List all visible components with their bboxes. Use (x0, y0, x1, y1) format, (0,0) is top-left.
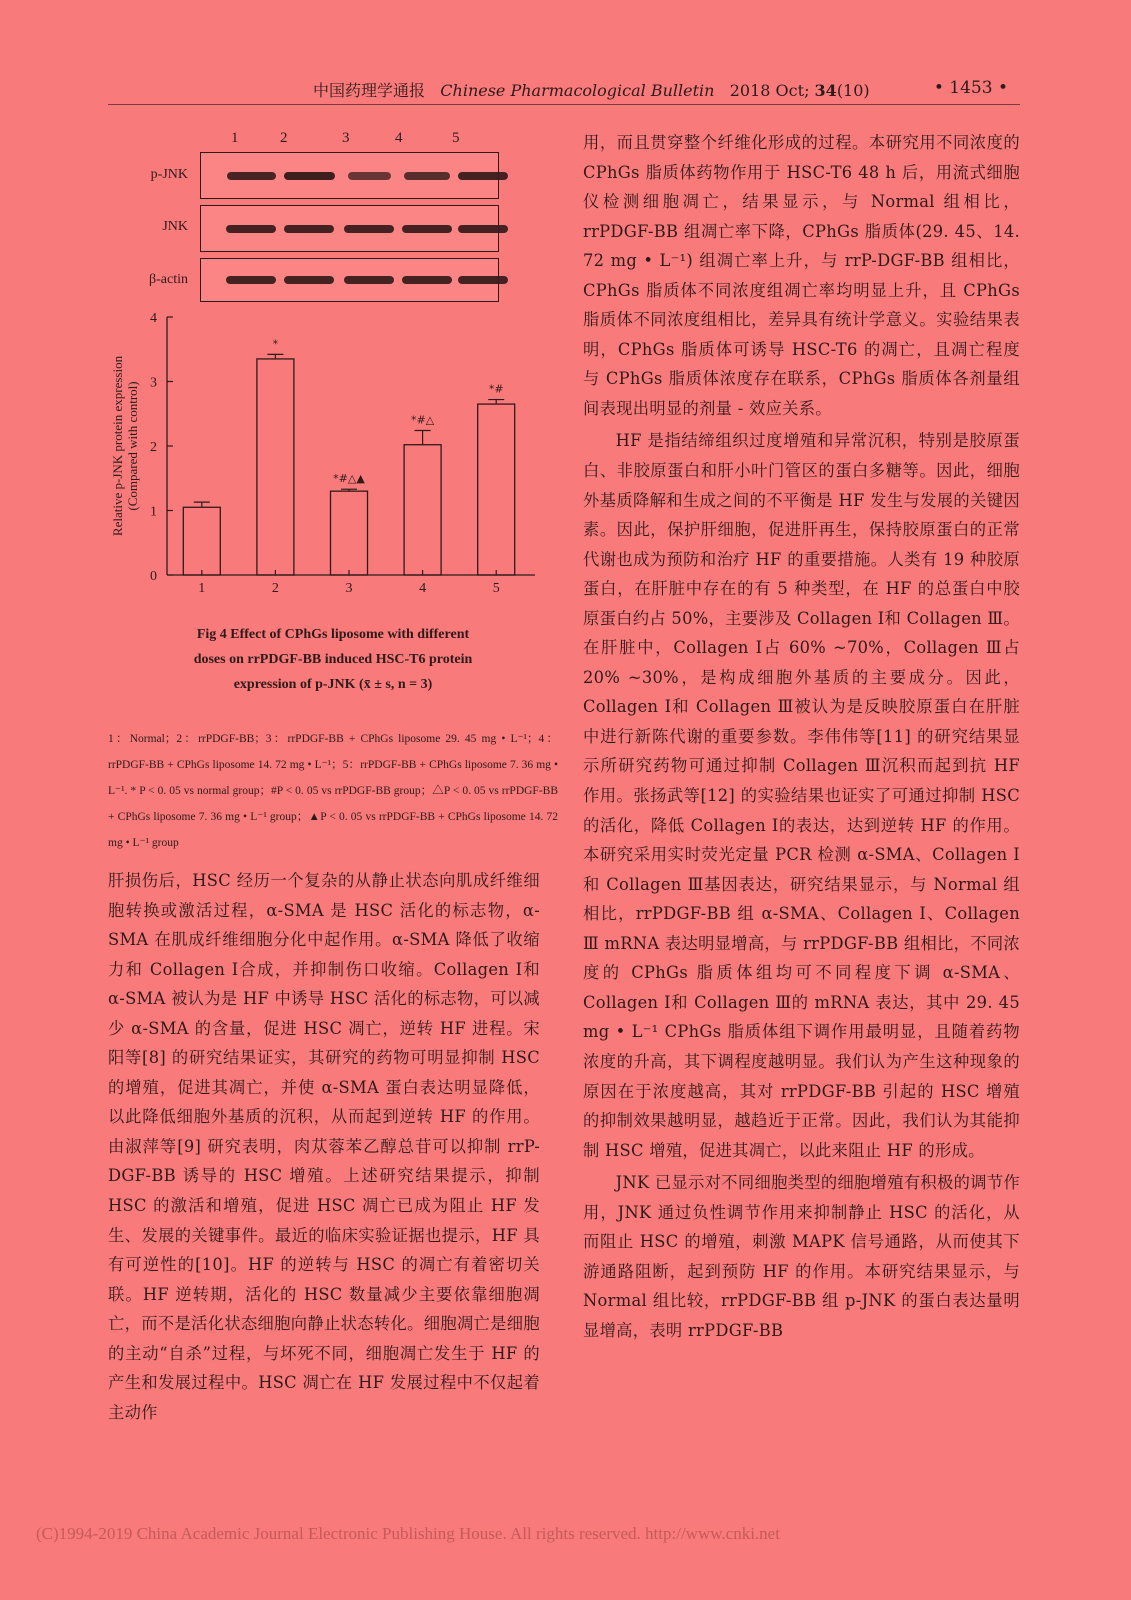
significance-label: *#△ (411, 413, 435, 427)
paragraph: 用，而且贯穿整个纤维化形成的过程。本研究用不同浓度的 CPhGs 脂质体药物作用于 HSC-T6 48 h 后，用流式细胞仪检测细胞凋亡，结果显示，与 Normal 组相比，rrPDGF-BB 组凋亡率下降，CPhGs 脂质体(29. 45、14. 72 mg • L⁻¹) 组凋亡率上升，与 rrP-DGF-BB 组相比，CPhGs 脂质体不同浓度组凋亡率均明显上升，且 CPhGs 脂质体不同浓度组相比，差异具有统计学意义。实验结果表明，CPhGs 脂质体可诱导 HSC-T6 的凋亡，且凋亡程度与 CPhGs 脂质体浓度存在联系，CPhGs 脂质体各剂量组间表现出明显的剂量 - 效应关系。 (583, 133, 1020, 418)
y-tick-label: 3 (150, 375, 157, 391)
significance-label: *#△▲ (333, 472, 365, 486)
paragraph: JNK 已显示对不同细胞类型的细胞增殖有积极的调节作用，JNK 通过负性调节作用来抑制静止 HSC 的活化，从而阻止 HSC 的增殖，刺激 MAPK 信号通路，从而使其下游通路阻断，起到预防 HF 的作用。本研究结果显示，与 Normal 组比较，rrPDGF-BB 组 p-JNK 的蛋白表达量明显增高，表明 rrPDGF-BB (583, 1173, 1020, 1340)
y-tick-label: 2 (150, 440, 157, 455)
figure-caption (108, 622, 558, 697)
blot-band (348, 172, 391, 180)
left-column (108, 866, 540, 1427)
lane-number: 3 (342, 130, 350, 146)
lane-number: 4 (395, 130, 403, 146)
blot-band (226, 225, 276, 233)
lane-number: 5 (452, 130, 460, 146)
page-number: • 1453 • (933, 78, 1008, 98)
journal-cn: 中国药理学通报 (313, 81, 426, 100)
y-axis-title: Relative p-JNK protein expression (110, 355, 125, 537)
x-tick-label: 5 (492, 581, 500, 596)
blot-band (226, 276, 276, 284)
y-tick-label: 4 (150, 312, 157, 326)
blot-band (402, 225, 452, 233)
journal-en: Chinese Pharmacological Bulletin (440, 81, 715, 100)
x-tick-label: 1 (198, 581, 206, 596)
blot-band (458, 172, 508, 180)
bar (331, 491, 368, 575)
y-tick-label: 1 (150, 504, 157, 520)
caption-line: Fig 4 Effect of CPhGs liposome with different (196, 627, 470, 642)
x-tick-label: 3 (345, 581, 353, 596)
blot-band (402, 276, 452, 284)
y-tick-label: 0 (150, 569, 157, 584)
blot-band (284, 172, 335, 180)
blot-label-pjnk: p-JNK (150, 167, 188, 182)
caption-line: doses on rrPDGF-BB induced HSC-T6 protein (193, 652, 473, 667)
copyright-footer: (C)1994-2019 China Academic Journal Electronic Publishing House. All rights reserved. http://www.cnki.net (36, 1524, 780, 1543)
blot-jnk (200, 205, 499, 252)
running-header (108, 78, 1020, 104)
bar (478, 404, 515, 575)
paragraph: HF 是指结缔组织过度增殖和异常沉积，特别是胶原蛋白、非胶原蛋白和肝小叶门管区的蛋白多糖等。因此，细胞外基质降解和生成之间的不平衡是 HF 发生与发展的关键因素。因此，保护肝细胞，促进肝再生，保持胶原蛋白的正常代谢也成为预防和治疗 HF 的重要措施。人类有 19 种胶原蛋白，在肝脏中存在的有 5 种类型，在 HF 的总蛋白中胶原蛋白约占 50%，主要涉及 Collagen Ⅰ和 Collagen Ⅲ。在肝脏中，Collagen Ⅰ占 60% ~70%，Collagen Ⅲ占 20% ~30%，是构成细胞外基质的主要成分。因此，Collagen Ⅰ和 Collagen Ⅲ被认为是反映胶原蛋白在肝脏中进行新陈代谢的重要参数。李伟伟等[11] 的研究结果显示所研究药物可通过抑制 Collagen Ⅲ沉积而起到抗 HF 作用。张扬武等[12] 的实验结果也证实了可通过抑制 HSC 的活化，降低 Collagen Ⅰ的表达，达到逆转 HF 的作用。本研究采用实时荧光定量 PCR 检测 α-SMA、Collagen Ⅰ和 Collagen Ⅲ基因表达，研究结果显示，与 Normal 组相比，rrPDGF-BB 组 α-SMA、Collagen Ⅰ、Collagen Ⅲ mRNA 表达明显增高，与 rrPDGF-BB 组相比，不同浓度的 CPhGs 脂质体组均可不同程度下调 α-SMA、Collagen Ⅰ和 Collagen Ⅲ的 mRNA 表达，其中 29. 45 mg • L⁻¹ CPhGs 脂质体组下调作用最明显，且随着药物浓度的升高，其下调程度越明显。我们认为产生这种现象的原因在于浓度越高，其对 rrPDGF-BB 引起的 HSC 增殖的抑制效果越明显，越趋近于正常。因此，我们认为其能抑制 HSC 增殖，促进其凋亡，以此来阻止 HF 的形成。 (583, 431, 1020, 1160)
bar (183, 507, 220, 575)
blot-band (344, 225, 394, 233)
journal-number: (10) (836, 81, 870, 100)
paragraph: 肝损伤后，HSC 经历一个复杂的从静止状态向肌成纤维细胞转换或激活过程，α-SMA 是 HSC 活化的标志物，α-SMA 在肌成纤维细胞分化中起作用。α-SMA 降低了收缩力和 Collagen Ⅰ合成，并抑制伤口收缩。Collagen Ⅰ和 α-SMA 被认为是 HF 中诱导 HSC 活化的标志物，可以减少 α-SMA 的含量，促进 HSC 凋亡，逆转 HF 进程。宋阳等[8] 的研究结果证实，其研究的药物可明显抑制 HSC 的增殖，促进其凋亡，并使 α-SMA 蛋白表达明显降低，以此降低细胞外基质的沉积，从而起到逆转 HF 的作用。由淑萍等[9] 研究表明，肉苁蓉苯乙醇总苷可以抑制 rrP-DGF-BB 诱导的 HSC 增殖。上述研究结果提示，抑制 HSC 的激活和增殖，促进 HSC 凋亡已成为阻止 HF 发生、发展的关键事件。最近的临床实验证据也提示，HF 具有可逆性的[10]。HF 的逆转与 HSC 的凋亡有着密切关联。HF 逆转期，活化的 HSC 数量减少主要依靠细胞凋亡，而不是活化状态细胞向静止状态转化。细胞凋亡是细胞的主动“自杀”过程，与坏死不同，细胞凋亡发生于 HF 的产生和发展过程中。HSC 凋亡在 HF 发展过程中不仅起着主动作 (108, 871, 540, 1422)
journal-info (313, 78, 870, 101)
blot-band (284, 276, 334, 284)
header-divider (108, 104, 1020, 105)
blot-band (227, 172, 276, 180)
x-tick-label: 4 (419, 581, 427, 596)
blot-pjnk (200, 152, 499, 199)
caption-line: expression of p-JNK (x̄ ± s, n = 3) (233, 677, 433, 692)
blot-label-actin: β-actin (149, 272, 188, 287)
journal-volume: 34 (814, 81, 837, 100)
journal-issue: 2018 Oct; (729, 81, 810, 100)
bar (257, 359, 294, 575)
blot-band (344, 276, 394, 284)
right-column (583, 128, 1020, 1345)
significance-label: * (272, 337, 279, 351)
blot-band (458, 225, 508, 233)
blot-label-jnk: JNK (162, 219, 188, 234)
blot-band (458, 276, 508, 284)
blot-actin (200, 258, 499, 302)
lane-number: 2 (280, 130, 288, 146)
lane-number: 1 (231, 130, 239, 146)
blot-band (284, 225, 334, 233)
significance-label: *# (488, 382, 504, 396)
y-axis-subtitle: (Compared with control) (125, 381, 140, 511)
figure-note: 1：Normal；2：rrPDGF-BB；3：rrPDGF-BB + CPhGs liposome 29. 45 mg • L⁻¹；4：rrPDGF-BB + CPhGs liposome 14. 72 mg • L⁻¹；5：rrPDGF-BB + CPhGs liposome 7. 36 mg • L⁻¹. * P < 0. 05 vs normal group；#P < 0. 05 vs rrPDGF-BB group；△P < 0. 05 vs rrPDGF-BB + CPhGs liposome 7. 36 mg • L⁻¹ group；▲P < 0. 05 vs rrPDGF-BB + CPhGs liposome 14. 72 mg • L⁻¹ group (108, 733, 558, 849)
bar-chart (110, 312, 540, 602)
blot-band (404, 172, 450, 180)
x-tick-label: 2 (271, 581, 279, 596)
bar (404, 445, 441, 575)
